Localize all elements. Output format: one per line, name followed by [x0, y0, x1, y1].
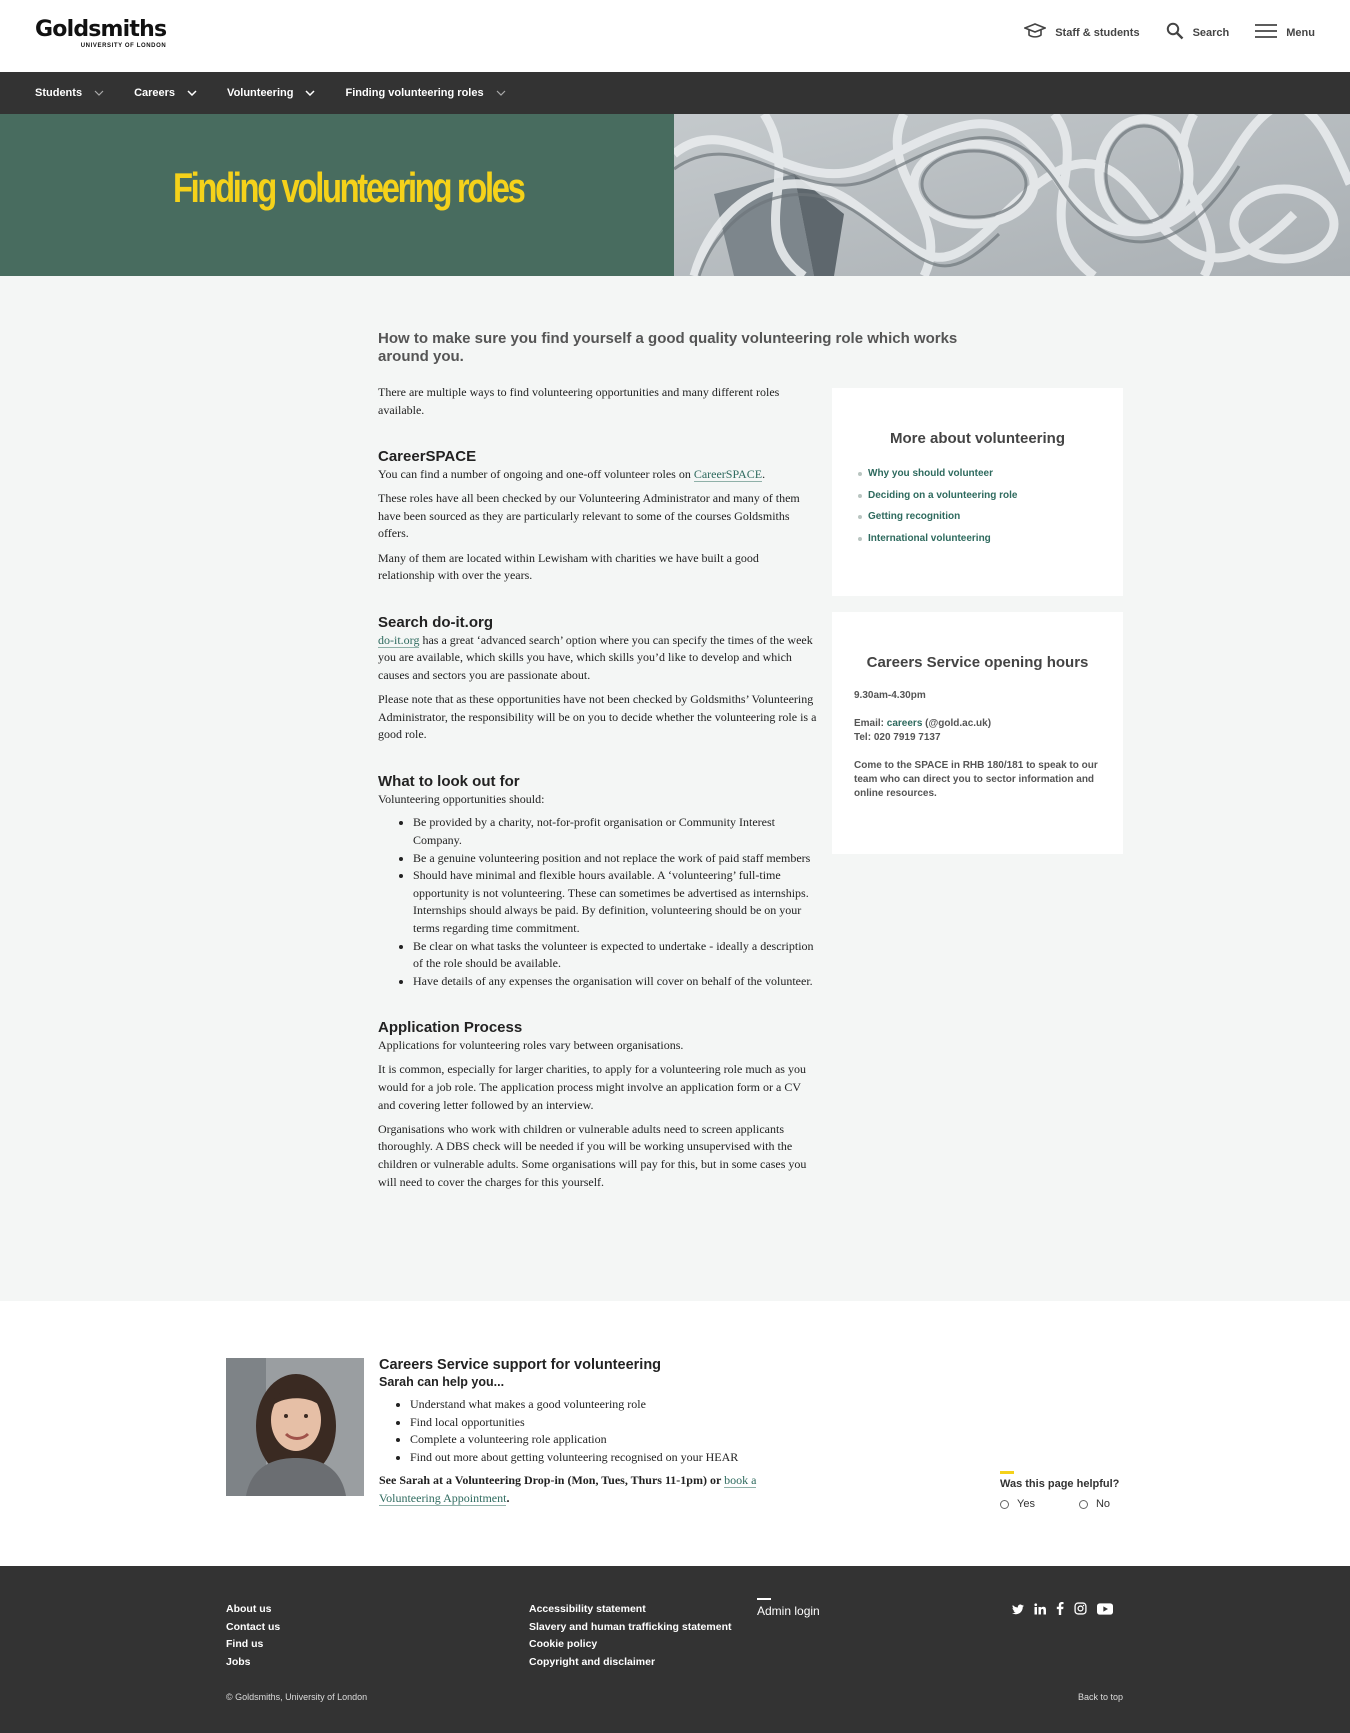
book-appointment-link[interactable]: book a Volunteering Appointment [379, 1473, 757, 1505]
careerspace-heading: CareerSPACE [378, 448, 477, 466]
feedback-no-radio[interactable] [1079, 1498, 1110, 1510]
nav-item-careers[interactable] [134, 87, 197, 99]
list-item: • Complete a volunteering role application [410, 1431, 799, 1449]
telephone: Tel: 020 7919 7137 [854, 732, 941, 743]
list-item: • Understand what makes a good volunteering role [410, 1396, 799, 1414]
list-item: • Be provided by a charity, not-for-profit organisation or Community Interest Company. [413, 814, 818, 849]
opening-hours-note: Come to the SPACE in RHB 180/181 to speak to our team who can direct you to sector information and online resources. [854, 760, 1098, 799]
lookout-heading: What to look out for [378, 772, 520, 790]
careers-email-link[interactable]: careers [886, 718, 923, 729]
sidebar-link-why-volunteer[interactable]: Why you should volunteer [858, 463, 1123, 485]
nav-item-label: Careers [134, 87, 176, 99]
support-title: Careers Service support for volunteering [379, 1357, 662, 1373]
chevron-down-icon [496, 87, 506, 99]
lookout-intro: Volunteering opportunities should: [378, 791, 545, 806]
application-paragraph-1: Applications for volunteering roles vary between organisations. [378, 1038, 684, 1053]
staff-students-label: Staff & students [1055, 26, 1140, 39]
facebook-icon[interactable] [1056, 1602, 1064, 1620]
admin-login-label: Admin login [757, 1604, 820, 1618]
footer-link-find-us[interactable]: Find us [226, 1638, 264, 1651]
sidebar-link-international[interactable]: International volunteering [858, 528, 1123, 550]
careerspace-paragraph-3: Many of them are located within Lewisham with charities we have built a good relationship with over the years. [378, 550, 759, 583]
application-heading: Application Process [378, 1019, 523, 1037]
lead-paragraph: How to make sure you find yourself a good quality volunteering role which works around you. [378, 330, 958, 365]
site-footer [0, 1566, 1350, 1733]
linkedin-icon[interactable] [1034, 1602, 1046, 1620]
main-content [0, 276, 1350, 1301]
hero-banner [0, 114, 1350, 276]
footer-link-jobs[interactable]: Jobs [226, 1655, 251, 1668]
nav-item-volunteering[interactable] [227, 87, 315, 99]
careerspace-paragraph-2: These roles have all been checked by our Volunteering Administrator and many of them have been sourced as they are particularly relevant to some of the courses Goldsmiths offers. [378, 491, 800, 541]
radio-circle [1079, 1500, 1088, 1509]
footer-link-slavery[interactable]: Slavery and human trafficking statement [529, 1620, 732, 1633]
footer-link-cookie[interactable]: Cookie policy [529, 1638, 598, 1651]
instagram-icon[interactable] [1074, 1602, 1087, 1620]
list-item: • Be clear on what tasks the volunteer is expected to undertake - ideally a description of the role should be available. [413, 938, 818, 973]
list-item: • Be a genuine volunteering position and not replace the work of paid staff members [413, 850, 818, 868]
support-subtitle: Sarah can help you... [379, 1375, 505, 1389]
opening-hours-title: Careers Service opening hours [866, 654, 1089, 671]
text-span: (@gold.ac.uk) [922, 718, 992, 729]
youtube-icon[interactable] [1097, 1602, 1113, 1620]
application-paragraph-2: It is common, especially for larger charities, to apply for a volunteering role much as you would for a job role. The application process might involve an application form or a CV and covering letter followed by an interview. [378, 1062, 806, 1112]
footer-link-accessibility[interactable]: Accessibility statement [529, 1603, 646, 1615]
application-paragraph-3: Organisations who work with children or vulnerable adults need to screen applicants thoroughly. A DBS check will be needed if you will be working unsupervised with the children or vulnerable adults. Some organisations will pay for this, but in some cases you will need to cover the charges for this yourself. [378, 1121, 807, 1189]
staff-students-link[interactable] [1024, 23, 1139, 42]
feedback-accent-bar [1000, 1471, 1014, 1474]
footer-link-copyright[interactable]: Copyright and disclaimer [529, 1655, 656, 1668]
intro-paragraph: There are multiple ways to find volunteering opportunities and many different roles available. [378, 385, 780, 417]
logo-subtitle: UNIVERSITY OF LONDON [80, 43, 167, 49]
nav-item-label: Finding volunteering roles [345, 87, 484, 99]
admin-accent-bar [757, 1598, 771, 1600]
opening-hours-box [832, 612, 1123, 854]
social-links [1012, 1602, 1113, 1620]
mortarboard-icon [1024, 23, 1046, 42]
doit-heading: Search do-it.org [378, 613, 494, 631]
list-item: • Have details of any expenses the organisation will cover on behalf of the volunteer. [413, 973, 818, 991]
nav-item-finding-roles[interactable] [345, 87, 505, 99]
nav-item-students[interactable] [35, 87, 104, 99]
support-list [410, 1396, 799, 1466]
nav-item-label: Volunteering [227, 87, 294, 99]
list-item: • Should have minimal and flexible hours available. A ‘volunteering’ full-time opportunity is not volunteering. These can sometimes be advertised as internships. Internships should always be paid. By definition, volunteering should be on your terms regarding time commitment. [413, 867, 818, 937]
article-body [378, 384, 818, 1198]
more-about-list [858, 463, 1123, 549]
text-span: has a great ‘advanced search’ option where you can specify the times of the week you are available, which skills you have, which skills you’d like to develop and which causes and sectors you are passionate about. [378, 632, 813, 682]
hero-sculpture-image [674, 114, 1350, 276]
page-title: Finding volunteering roles [173, 164, 524, 211]
sidebar-link-deciding-role[interactable]: Deciding on a volunteering role [858, 485, 1123, 507]
text-span: See Sarah at a Volunteering Drop-in (Mon, Tues, Thurs 11-1pm) or [379, 1473, 725, 1488]
footer-column-2 [529, 1601, 731, 1671]
search-link[interactable] [1166, 22, 1230, 43]
copyright-text: © Goldsmiths, University of London [226, 1692, 368, 1702]
email-line [854, 717, 1101, 731]
search-label: Search [1192, 26, 1230, 39]
doit-paragraph-2: Please note that as these opportunities have not been checked by Goldsmiths’ Volunteering Administrator, the responsibility will be on you to decide whether the volunteering role is a good role. [378, 692, 817, 742]
footer-link-about[interactable]: About us [226, 1603, 272, 1615]
footer-column-1 [226, 1601, 280, 1671]
header-links [1024, 22, 1315, 43]
goldsmiths-logo[interactable] [35, 18, 166, 49]
back-to-top-link[interactable]: Back to top [1077, 1692, 1123, 1702]
list-item: • Find out more about getting volunteering recognised on your HEAR [410, 1449, 799, 1467]
lookout-list [413, 814, 818, 990]
nav-item-label: Students [35, 87, 83, 99]
more-about-title: More about volunteering [889, 430, 1065, 447]
footer-link-contact[interactable]: Contact us [226, 1620, 281, 1633]
feedback-yes-label: Yes [1017, 1498, 1035, 1510]
breadcrumb-nav [0, 72, 1350, 114]
support-text [379, 1356, 799, 1508]
chevron-down-icon [305, 87, 315, 99]
hamburger-icon [1255, 23, 1277, 42]
sidebar-link-getting-recognition[interactable]: Getting recognition [858, 506, 1123, 528]
more-about-volunteering-box [832, 388, 1123, 596]
feedback-question: Was this page helpful? [1000, 1478, 1120, 1490]
radio-circle [1000, 1500, 1009, 1509]
sarah-photo [226, 1358, 364, 1496]
feedback-no-label: No [1095, 1498, 1111, 1510]
chevron-down-icon [187, 87, 197, 99]
text-span: . [506, 1490, 510, 1505]
list-item: • Find local opportunities [410, 1414, 799, 1432]
doit-link[interactable]: do-it.org [378, 632, 420, 647]
feedback-widget [1000, 1471, 1119, 1510]
search-icon [1166, 22, 1184, 43]
feedback-options [1000, 1498, 1119, 1510]
twitter-icon[interactable] [1012, 1602, 1024, 1620]
opening-hours-time: 9.30am-4.30pm [854, 690, 926, 701]
careerspace-paragraph-1 [378, 466, 818, 484]
support-section [0, 1301, 1350, 1566]
site-header [0, 0, 1350, 72]
careerspace-link[interactable]: CareerSPACE [693, 467, 763, 482]
support-cta [379, 1472, 799, 1507]
chevron-down-icon [94, 87, 104, 99]
admin-login[interactable] [757, 1598, 820, 1618]
menu-label: Menu [1286, 26, 1315, 39]
text-span: Email: [854, 718, 887, 729]
doit-paragraph-1 [378, 632, 818, 685]
feedback-yes-radio[interactable] [1000, 1498, 1035, 1510]
text-span: . [762, 467, 766, 482]
menu-link[interactable] [1255, 23, 1315, 42]
text-span: You can find a number of ongoing and one-off volunteer roles on [378, 467, 694, 482]
logo-wordmark: Goldsmiths [35, 17, 167, 42]
